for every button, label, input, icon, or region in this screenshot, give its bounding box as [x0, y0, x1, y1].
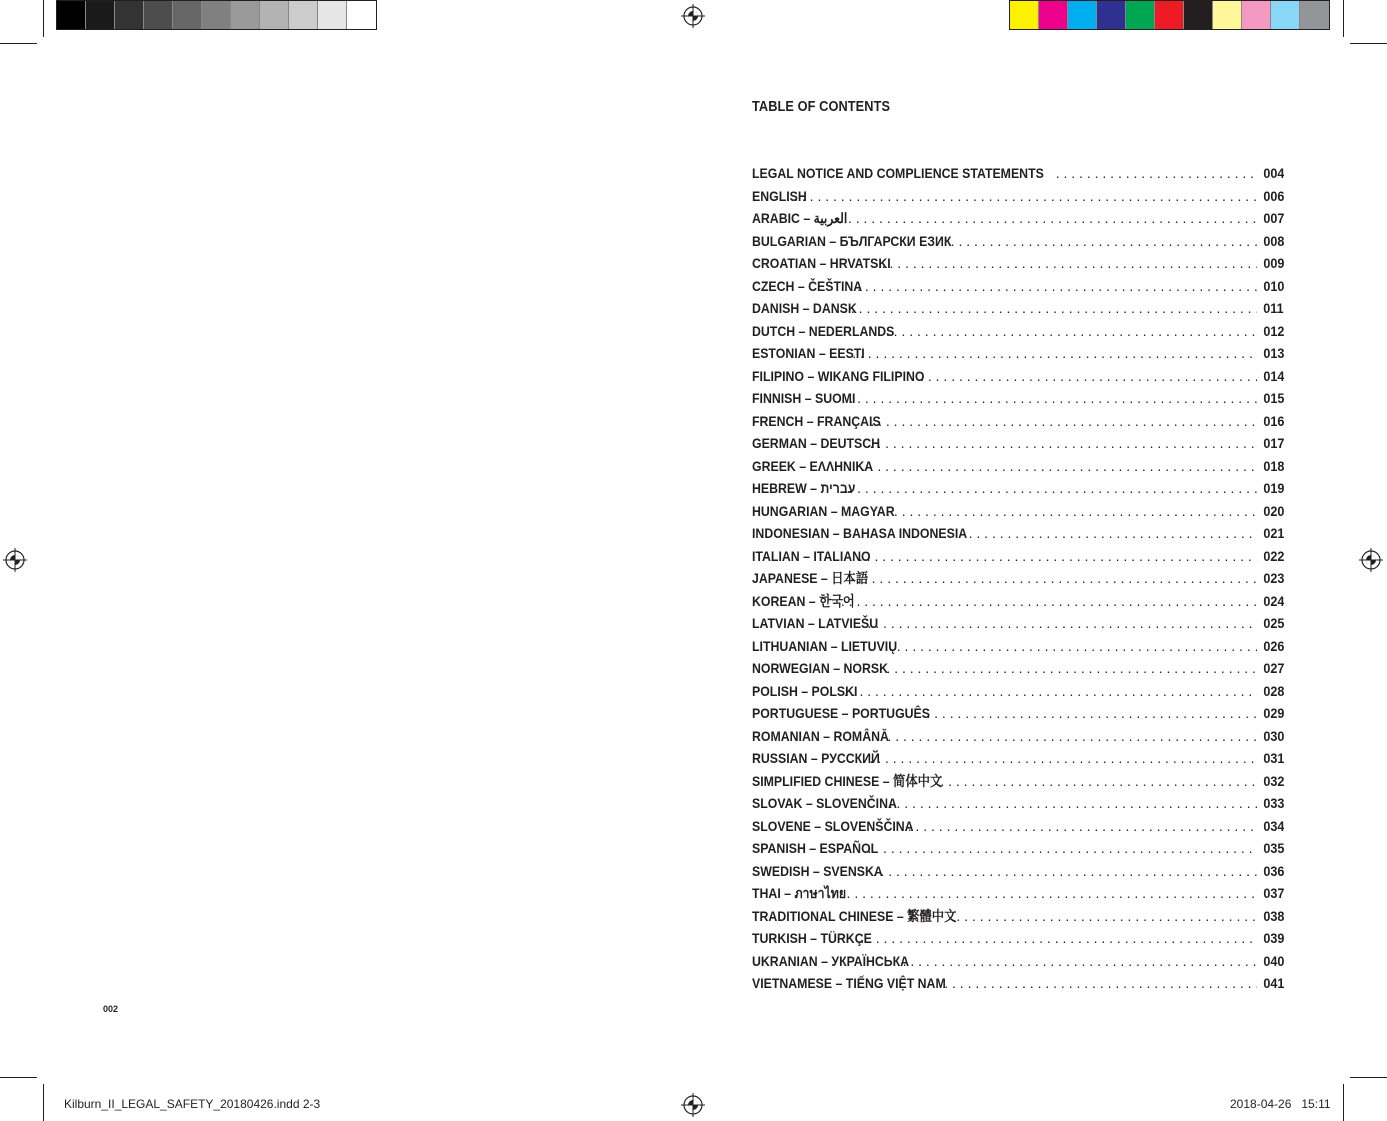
toc-leader-dots [969, 522, 1257, 545]
toc-entry[interactable] [752, 972, 1284, 995]
color-swatch [1300, 1, 1329, 29]
toc-entry-page: 013 [1262, 345, 1284, 361]
toc-entry-page: 012 [1262, 322, 1284, 339]
gray-swatch [260, 1, 289, 29]
toc-entry-page: 024 [1262, 592, 1284, 609]
toc-entry-label: SLOVENE – SLOVENŠČINA [752, 817, 914, 834]
color-swatch [1271, 1, 1300, 29]
toc-entry-page: 034 [1262, 817, 1284, 834]
toc-entry-label: RUSSIAN – РУССКИЙ [752, 750, 880, 766]
toc-leader-dots [940, 770, 1256, 793]
registration-mark-icon [681, 4, 705, 28]
slug-timestamp: 2018-04-26 15:11 [1230, 1097, 1331, 1111]
toc-leader-dots [831, 882, 1257, 905]
toc-leader-dots [862, 455, 1257, 478]
toc-entry-label: INDONESIAN – BAHASA INDONESIA [752, 525, 968, 541]
toc-entry[interactable] [752, 927, 1284, 950]
registration-mark-icon [681, 1093, 705, 1117]
toc-entry-label: LATVIAN – LATVIEŠU [752, 615, 879, 631]
toc-entry-label: ESTONIAN – EESTI [752, 345, 865, 361]
toc-leader-dots [870, 410, 1256, 433]
toc-leader-dots [903, 950, 1257, 973]
toc-entry[interactable] [752, 590, 1284, 613]
toc-entry-page: 010 [1262, 277, 1284, 294]
toc-entry-label: FILIPINO – WIKANG FILIPINO [752, 367, 925, 384]
toc-leader-dots [873, 860, 1257, 883]
toc-entry-page: 018 [1262, 457, 1284, 474]
crop-mark-top-right-v [1343, 0, 1344, 37]
toc-entry-page: 023 [1262, 570, 1284, 586]
toc-entry[interactable] [752, 905, 1284, 928]
toc-leader-dots [944, 972, 1256, 995]
toc-leader-dots [869, 747, 1256, 770]
toc-entry[interactable] [752, 837, 1284, 860]
gray-swatch [231, 1, 260, 29]
grayscale-color-bar [56, 0, 377, 30]
toc-entry-label: GERMAN – DEUTSCH [752, 435, 881, 451]
toc-leader-dots [880, 725, 1257, 748]
toc-leader-dots [870, 432, 1257, 455]
toc-entry-page: 030 [1262, 727, 1284, 744]
toc-entry-page: 022 [1262, 547, 1284, 564]
toc-entry-page: 008 [1262, 232, 1284, 249]
toc-entry-page: 011 [1263, 300, 1284, 316]
toc-entry-label: UKRANIAN – УКРАЇНСЬКА [752, 952, 910, 969]
toc-entry-page: 014 [1262, 367, 1284, 384]
toc-leader-dots [859, 545, 1257, 568]
toc-entry-page: 007 [1262, 210, 1284, 226]
gray-swatch [173, 1, 202, 29]
crop-mark-top-left-h [0, 43, 37, 44]
toc-entry-label: LEGAL NOTICE AND COMPLIENCE STATEMENTS [752, 165, 1044, 181]
toc-entry[interactable] [752, 612, 1284, 635]
toc-entry-label: SIMPLIFIED CHINESE – 简体中文 [752, 772, 943, 789]
color-swatch [1155, 1, 1184, 29]
toc-leader-dots [860, 927, 1256, 950]
gray-swatch [318, 1, 347, 29]
toc-entry-label: LITHUANIAN – LIETUVIŲ [752, 637, 898, 654]
toc-entry-label: HEBREW – עברית [752, 480, 856, 496]
toc-leader-dots [886, 320, 1257, 343]
toc-entry-page: 036 [1262, 862, 1284, 879]
toc-entry-label: NORWEGIAN – NORSK [752, 660, 889, 676]
registration-mark-icon [1359, 548, 1383, 572]
toc-leader-dots [868, 837, 1257, 860]
toc-entry[interactable] [752, 342, 1284, 365]
toc-entry-label: DANISH – DANSK [752, 300, 857, 316]
toc-leader-dots [832, 207, 1256, 230]
page-number: 002 [103, 1004, 119, 1014]
toc-leader-dots [889, 792, 1257, 815]
toc-entry[interactable] [752, 657, 1284, 680]
color-swatch [1242, 1, 1271, 29]
toc-entry-page: 009 [1262, 255, 1284, 271]
toc-entry[interactable] [752, 702, 1284, 725]
toc-entry[interactable] [752, 455, 1284, 478]
crop-mark-top-right-h [1350, 43, 1387, 44]
toc-entry[interactable] [752, 680, 1284, 703]
toc-entry-page: 006 [1262, 187, 1284, 204]
toc-leader-dots [844, 680, 1257, 703]
toc-entry-page: 037 [1262, 885, 1284, 901]
toc-entry[interactable] [752, 162, 1284, 185]
toc-leader-dots [879, 657, 1257, 680]
crop-mark-bottom-right-v [1343, 1084, 1344, 1121]
toc-entry[interactable] [752, 230, 1284, 253]
toc-entry-page: 026 [1262, 637, 1284, 654]
color-swatch [1010, 1, 1039, 29]
toc-entry-label: SWEDISH – SVENSKA [752, 862, 883, 879]
color-swatch [1068, 1, 1097, 29]
toc-entry[interactable] [752, 275, 1284, 298]
registration-mark-icon [3, 548, 27, 572]
toc-entry-label: GREEK – ΕΛΛΗΝΙΚΑ [752, 457, 874, 474]
toc-entry-page: 028 [1262, 682, 1284, 699]
toc-entry[interactable] [752, 320, 1284, 343]
toc-entry[interactable] [752, 882, 1284, 905]
toc-entry-label: FRENCH – FRANÇAIS [752, 412, 881, 429]
toc-leader-dots [786, 185, 1256, 208]
toc-entry-page: 032 [1262, 772, 1284, 789]
toc-entry[interactable] [752, 365, 1284, 388]
color-swatch [1213, 1, 1242, 29]
toc-entry[interactable] [752, 477, 1284, 500]
toc-entry-page: 004 [1262, 165, 1284, 181]
crop-mark-bottom-right-h [1350, 1077, 1387, 1078]
toc-entry-label: TURKISH – TÜRKÇE [752, 930, 872, 946]
toc-leader-dots [843, 297, 1257, 320]
toc-leader-dots [1056, 162, 1257, 185]
toc-entry-label: ARABIC – العربية [752, 210, 848, 226]
toc-entry[interactable] [752, 432, 1284, 455]
toc-entry-label: PORTUGUESE – PORTUGUÊS [752, 705, 930, 721]
toc-leader-dots [841, 590, 1257, 613]
toc-entry-page: 019 [1262, 480, 1284, 496]
toc-entry-page: 016 [1262, 412, 1284, 429]
toc-entry-page: 020 [1262, 502, 1284, 519]
toc-entry-label: JAPANESE – 日本語 [752, 570, 869, 586]
toc-entry-page: 017 [1262, 435, 1284, 451]
toc-leader-dots [926, 702, 1256, 725]
toc-entry[interactable] [752, 950, 1284, 973]
toc-entry-label: ROMANIAN – ROMÂNĂ [752, 727, 889, 744]
toc-leader-dots [867, 612, 1256, 635]
toc-leader-dots [849, 275, 1256, 298]
toc-entry-page: 015 [1262, 390, 1284, 406]
toc-entry-page: 027 [1262, 660, 1284, 676]
toc-entry-page: 040 [1262, 952, 1284, 969]
toc-entry-page: 021 [1262, 525, 1284, 541]
gray-swatch [347, 1, 376, 29]
toc-entry-page: 033 [1262, 795, 1284, 811]
gray-swatch [86, 1, 115, 29]
toc-entry-label: SPANISH – ESPAÑOL [752, 840, 879, 856]
gray-swatch [289, 1, 318, 29]
toc-entry-page: 041 [1262, 975, 1284, 991]
color-swatch [1097, 1, 1126, 29]
toc-leader-dots [842, 477, 1257, 500]
toc-entry[interactable] [752, 387, 1284, 410]
toc-entry-label: KOREAN – 한국어 [752, 592, 855, 609]
toc-entry-label: TRADITIONAL CHINESE – 繁體中文 [752, 907, 957, 924]
gray-swatch [202, 1, 231, 29]
toc-entry[interactable] [752, 252, 1284, 275]
toc-entry-label: SLOVAK – SLOVENČINA [752, 795, 897, 811]
gray-swatch [144, 1, 173, 29]
color-swatch [1126, 1, 1155, 29]
toc-entry[interactable] [752, 792, 1284, 815]
toc-leader-dots [920, 365, 1257, 388]
slug-filename: Kilburn_II_LEGAL_SAFETY_20180426.indd 2-3 [64, 1097, 321, 1111]
toc-entry[interactable] [752, 567, 1284, 590]
toc-leader-dots [856, 567, 1257, 590]
toc-entry-page: 038 [1262, 907, 1284, 924]
color-swatch [1184, 1, 1213, 29]
toc-entry-label: CZECH – ČEŠTINA [752, 277, 863, 294]
toc-entry[interactable] [752, 725, 1284, 748]
toc-leader-dots [842, 387, 1257, 410]
gray-swatch [57, 1, 86, 29]
toc-entry[interactable] [752, 522, 1284, 545]
toc-entry-page: 031 [1262, 750, 1284, 766]
toc-entry[interactable] [752, 185, 1284, 208]
toc-entry-page: 039 [1262, 930, 1284, 946]
toc-entry-label: THAI – ภาษาไทย [752, 885, 847, 901]
toc-list [752, 162, 1284, 995]
toc-entry-label: ITALIAN – ITALIANO [752, 547, 871, 564]
toc-entry-label: CROATIAN – HRVATSKI [752, 255, 891, 271]
gray-swatch [115, 1, 144, 29]
color-swatch [1039, 1, 1068, 29]
toc-entry[interactable] [752, 815, 1284, 838]
toc-entry-page: 025 [1262, 615, 1284, 631]
toc-entry-label: ENGLISH [752, 187, 807, 204]
toc-entry-label: FINNISH – SUOMI [752, 390, 856, 406]
toc-entry[interactable] [752, 545, 1284, 568]
toc-leader-dots [951, 230, 1257, 253]
toc-entry-label: VIETNAMESE – TIẾNG VIỆT NAM [752, 975, 946, 991]
toc-entry[interactable] [752, 207, 1284, 230]
toc-leader-dots [882, 252, 1257, 275]
toc-entry[interactable] [752, 297, 1284, 320]
toc-entry[interactable] [752, 500, 1284, 523]
toc-entry[interactable] [752, 770, 1284, 793]
toc-entry-label: DUTCH – NEDERLANDS [752, 322, 895, 339]
toc-entry-label: BULGARIAN – БЪЛГАРСКИ ЕЗИК [752, 232, 952, 249]
process-color-bar [1009, 0, 1330, 30]
toc-leader-dots [852, 342, 1256, 365]
toc-entry[interactable] [752, 860, 1284, 883]
toc-entry-page: 035 [1262, 840, 1284, 856]
crop-mark-bottom-left-v [43, 1084, 44, 1121]
toc-entry[interactable] [752, 410, 1284, 433]
toc-entry-label: HUNGARIAN – MAGYAR [752, 502, 895, 519]
toc-entry-page: 029 [1262, 705, 1284, 721]
toc-title: TABLE OF CONTENTS [752, 99, 891, 115]
toc-leader-dots [908, 815, 1257, 838]
toc-leader-dots [889, 635, 1257, 658]
toc-entry[interactable] [752, 635, 1284, 658]
toc-entry[interactable] [752, 747, 1284, 770]
toc-leader-dots [956, 905, 1256, 928]
toc-leader-dots [886, 500, 1256, 523]
toc-entry-label: POLISH – POLSKI [752, 682, 858, 699]
crop-mark-bottom-left-h [0, 1077, 37, 1078]
crop-mark-top-left-v [43, 0, 44, 37]
